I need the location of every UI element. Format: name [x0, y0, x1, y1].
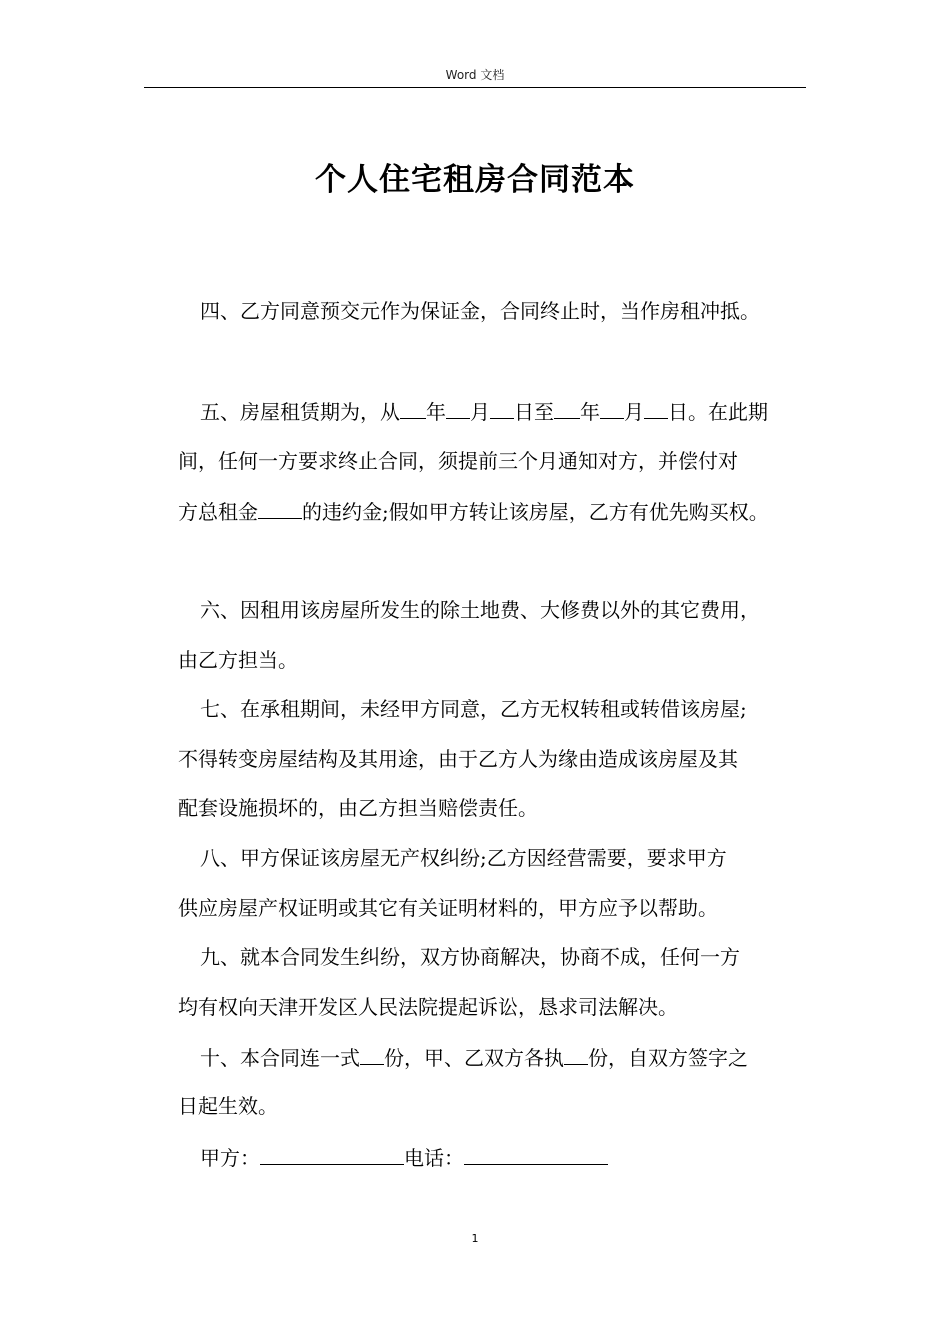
- clause-5-line-1: [200, 400, 768, 422]
- clause-10-text: 份，自双方签字之: [588, 1046, 748, 1070]
- clause-5-text: 方总租金: [178, 500, 258, 524]
- clause-6-line-1: 六、因租用该房屋所发生的除土地费、大修费以外的其它费用，: [200, 598, 760, 622]
- clause-8-line-1: 八、甲方保证该房屋无产权纠纷;乙方因经营需要，要求甲方: [200, 846, 727, 870]
- clause-10-text: 十、本合同连一式: [200, 1046, 360, 1070]
- blank-day-end: [644, 400, 668, 419]
- clause-5-line-2: 间，任何一方要求终止合同，须提前三个月通知对方，并偿付对: [178, 449, 738, 473]
- phone-blank: [464, 1146, 608, 1165]
- clause-7-line-1: 七、在承租期间，未经甲方同意，乙方无权转租或转借该房屋;: [200, 697, 747, 721]
- party-a-blank: [260, 1146, 404, 1165]
- clause-5-text: 的违约金;假如甲方转让该房屋，乙方有优先购买权。: [302, 500, 769, 524]
- blank-copies-each: [564, 1046, 588, 1065]
- page-header: Word 文档: [445, 68, 505, 82]
- clause-5-text: 月: [470, 400, 490, 424]
- phone-label: 电话：: [404, 1146, 464, 1170]
- clause-10-line-1: [200, 1046, 748, 1068]
- blank-month-start: [446, 400, 470, 419]
- clause-5-text: 月: [624, 400, 644, 424]
- party-a-label: 甲方：: [200, 1146, 260, 1170]
- blank-year-end: [554, 400, 580, 419]
- clause-9-line-2: 均有权向天津开发区人民法院提起诉讼，恳求司法解决。: [178, 995, 678, 1019]
- blank-month-end: [600, 400, 624, 419]
- clause-7-line-3: 配套设施损坏的，由乙方担当赔偿责任。: [178, 796, 538, 820]
- clause-10-text: 份，甲、乙双方各执: [384, 1046, 564, 1070]
- clause-5-line-3: [178, 500, 769, 522]
- clause-5-text: 日至: [514, 400, 554, 424]
- blank-penalty: [258, 500, 302, 519]
- clause-10-line-2: 日起生效。: [178, 1094, 278, 1118]
- page-number: 1: [471, 1232, 479, 1245]
- clause-9-line-1: 九、就本合同发生纠纷，双方协商解决，协商不成，任何一方: [200, 945, 740, 969]
- blank-year-start: [400, 400, 426, 419]
- document-title: 个人住宅租房合同范本: [315, 162, 635, 198]
- clause-5-text: 五、房屋租赁期为，从: [200, 400, 400, 424]
- clause-5-text: 年: [580, 400, 600, 424]
- clause-8-line-2: 供应房屋产权证明或其它有关证明材料的，甲方应予以帮助。: [178, 896, 718, 920]
- clause-5-text: 年: [426, 400, 446, 424]
- clause-7-line-2: 不得转变房屋结构及其用途，由于乙方人为缘由造成该房屋及其: [178, 747, 738, 771]
- clause-6-line-2: 由乙方担当。: [178, 648, 298, 672]
- clause-5-text: 日。在此期: [668, 400, 768, 424]
- blank-copies-total: [360, 1046, 384, 1065]
- signature-line: [200, 1146, 608, 1168]
- clause-4-line-1: 四、乙方同意预交元作为保证金，合同终止时，当作房租冲抵。: [200, 299, 760, 323]
- header-divider: [144, 87, 806, 88]
- blank-day-start: [490, 400, 514, 419]
